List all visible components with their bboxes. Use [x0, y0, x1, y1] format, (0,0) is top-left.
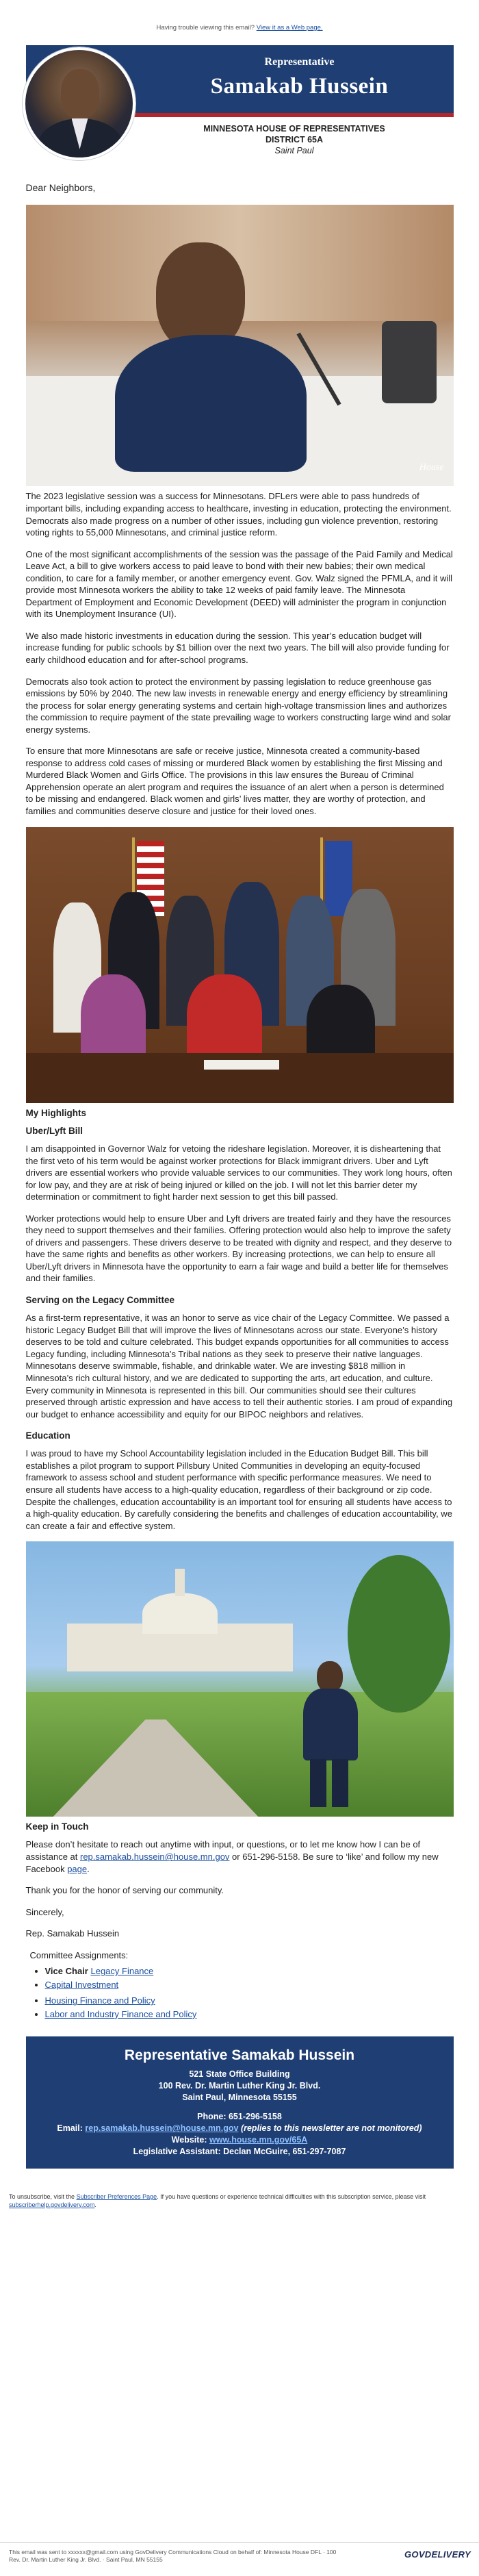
view-as-web-page-link[interactable]: View it as a Web page.: [256, 24, 323, 31]
footer-phone-label: Phone:: [197, 2112, 226, 2122]
legal-text-3: .: [94, 2201, 96, 2208]
education-heading: Education: [25, 1430, 70, 1441]
keep-text-mid: or 651-296-5158. Be sure to ‘like’ and follow my new Facebook: [25, 1851, 439, 1874]
footer-assistant-label: Legislative Assistant:: [133, 2147, 221, 2157]
rep-email-link[interactable]: rep.samakab.hussein@house.mn.gov: [80, 1851, 230, 1862]
footer-name: Representative Samakab Hussein: [124, 2047, 355, 2064]
committee-list-1: [30, 1965, 454, 1991]
header-banner: [26, 45, 454, 113]
footer-address-2: Saint Paul, Minnesota 55155: [182, 2092, 297, 2102]
highlights-heading: My Highlights: [25, 1107, 86, 1118]
photo3-tree: [348, 1555, 450, 1713]
legal-text: [9, 2193, 470, 2209]
signature: Rep. Samakab Hussein: [25, 1928, 120, 1939]
footer-assistant-line: [33, 2146, 447, 2158]
uber-paragraph-1: I am disappointed in Governor Walz for vetoing the rideshare legislation. Moreover, it is disheartening that the first veto of his term would be against worker protections for Black immigrant drivers. Uber and Lyft drivers are essential workers who provide valuable services to our communities. They work long hours, often for low pay, and they are at risk of being injured or killed on the job. I will not let this barrier deter my determination or commitment to fight harder next session to get this bill passed.: [25, 1144, 452, 1202]
committee-item: [45, 1995, 454, 2007]
photo2-seated-person-2: [187, 974, 262, 1063]
committee-item: [45, 2008, 454, 2021]
uber-lyft-heading: Uber/Lyft Bill: [25, 1125, 83, 1136]
keep-in-touch-paragraph: [26, 1839, 454, 1875]
committee-link-housing[interactable]: Housing Finance and Policy: [44, 1995, 155, 2006]
footer-website-label: Website:: [171, 2135, 207, 2145]
header-name: Samakab Hussein: [210, 73, 389, 99]
footer-phone: 651-296-5158: [228, 2112, 282, 2122]
footer-office: 521 State Office Building: [189, 2069, 290, 2079]
photo1-suit: [115, 335, 307, 472]
photo-rep-at-hearing: [26, 205, 454, 486]
photo-bill-signing-group: [26, 827, 454, 1103]
preheader: [0, 0, 479, 45]
committees-label: Committee Assignments:: [29, 1949, 129, 1960]
photo3-rep-leg-right: [332, 1759, 348, 1807]
header-role: Representative: [264, 55, 335, 68]
legacy-paragraph: As a first-term representative, it was an honor to serve as vice chair of the Legacy Committee. We passed a historic Legacy Budget Bill that will improve the lives of Minnesotans across our state. Everyone’s history deserves to be told and culture celebrated. This budget expands opportunities for all communities to access Legacy funding, including Minnesota’s Tribal nations as they seek to preserve their native languages. Minnesotans deserve swimmable, fishable, and drinkable water. We are investing $818 million in Minnesota’s rich cultural history, and we are dedicated to supporting the arts, art education, and culture. Every community in Minnesota is represented in this bill. Our communities should see their cultures preserved through artistic expression and have access to tell their authentic stories. I am proud of expanding our budget to enhance accessibility and equity for our BIPOC neighbors and relatives.: [25, 1313, 453, 1419]
photo3-rep-jacket: [303, 1689, 358, 1760]
photo3-capitol-lantern: [175, 1569, 185, 1596]
preheader-text: Having trouble viewing this email?: [156, 24, 255, 31]
legacy-heading: Serving on the Legacy Committee: [25, 1295, 175, 1306]
intro-paragraph-2: One of the most significant accomplishments of the session was the passage of the Paid Family and Medical Leave Act, a bill to give workers access to paid leave to bond with their new babies; their own medical condition, to care for a family member, or another emergency event. Gov. Walz signed the PFMLA, and it will provide most Minnesota workers the ability to take 12 weeks of paid family leave. The Minnesota Department of Employment and Economic Development (DEED) will administer the program in conjunction with its Unemployment Insurance (UI).: [25, 548, 453, 620]
education-paragraph: I was proud to have my School Accountability legislation included in the Education Budget Bill. This bill establishes a pilot program to support Pillsbury United Communities in developing an equity-focused framework to assess school and student performance with specific performance measures. We need to ensure all students have access to a high-quality education, regardless of their background or zip code. Despite the challenges, education accountability is an important tool for ensuring all students have access to a high-quality education. By carefully considering the benefits and challenges of education accountability, we can create a fair and effective system.: [25, 1448, 452, 1531]
footer-email-link[interactable]: rep.samakab.hussein@house.mn.gov: [85, 2123, 239, 2134]
photo2-document: [204, 1060, 279, 1070]
photo1-watermark: House: [419, 462, 444, 472]
representative-portrait: [23, 47, 135, 160]
intro-paragraph-3: We also made historic investments in education during the session. This year’s education budget will increase funding for public schools by $1 billion over the next two years. The bill will also provide funding for early childhood education and for after-school programs.: [25, 630, 450, 666]
govdelivery-logo: GOVDELIVERY: [404, 2549, 471, 2560]
intro-paragraph-5: To ensure that more Minnesotans are safe or receive justice, Minnesota created a community-based response to address cold cases of missing or murdered Black women by establishing the first Missing and Murdered Black Women and Girls Office. The provisions in this law ensures the Bureau of Criminal Apprehension operate an alert program and requires the issuance of an alert when a person is determined to be missing and endangered. Black women and girls’ lives matter, they are worthy of protection, and families and communities deserve closure and justice for their loved ones.: [25, 746, 444, 817]
signoff: Sincerely,: [25, 1906, 64, 1917]
keep-in-touch-heading: Keep in Touch: [25, 1821, 89, 1832]
committee-list-2: [30, 1995, 454, 2020]
footer-assistant: Declan McGuire, 651-297-7087: [223, 2147, 346, 2157]
committee-assignments: [30, 1949, 454, 2021]
subscriber-help-link[interactable]: subscriberhelp.govdelivery.com: [9, 2201, 95, 2208]
uber-paragraph-2: Worker protections would help to ensure Uber and Lyft drivers are treated fairly and they have the resources they need to support themselves and their families. Offering protection would also help to improve the safety of drivers and passengers. These drivers deserve to be treated with dignity and respect, and they deserve to have the same rights and benefits as other workers. By increasing protections, we can help to ensure all Uber/Lyft drivers in Minnesota have the opportunity to earn a fair wage and build a better life for themselves and their families.: [25, 1213, 452, 1284]
committee-item: [45, 1979, 454, 1991]
committee-role: Vice Chair: [44, 1966, 88, 1977]
greeting: Dear Neighbors,: [25, 181, 96, 193]
footer-email-label: Email:: [57, 2123, 83, 2134]
sender-line-2: Rev. Dr. Martin Luther King Jr. Blvd. · Saint Paul, MN 55155: [9, 2556, 163, 2564]
portrait-face: [61, 69, 99, 118]
sender-line-1: This email was sent to xxxxxx@gmail.com using GovDelivery Communications Cloud on behalf of: Minnesota House DFL · 100: [9, 2549, 337, 2555]
org-name: MINNESOTA HOUSE OF REPRESENTATIVES: [203, 123, 385, 134]
subscriber-preferences-link[interactable]: Subscriber Preferences Page: [76, 2193, 157, 2200]
photo1-chair: [382, 321, 437, 403]
footer-email-note: (replies to this newsletter are not monitored): [240, 2123, 422, 2134]
keep-text-before: Please don’t hesitate to reach out anytime with input, or questions, or to let me know how I can be of assistance at: [25, 1839, 421, 1862]
footer-email-line: [33, 2123, 447, 2134]
footer-website-line: [33, 2134, 447, 2146]
contact-footer: [26, 2036, 454, 2168]
photo-rep-at-capitol: [26, 1541, 454, 1817]
photo3-capitol-dome: [142, 1593, 218, 1634]
facebook-page-link[interactable]: page: [67, 1863, 88, 1874]
footer-spacer: [33, 2103, 447, 2111]
footer-phone-line: [33, 2111, 447, 2123]
committee-link-legacy-finance[interactable]: Legacy Finance: [90, 1966, 154, 1977]
district-name: DISTRICT 65A: [265, 135, 324, 145]
intro-paragraph-4: Democrats also took action to protect the environment by passing legislation to reduce greenhouse gas emissions by 50% by 2040. The new law invests in renewable energy and energy efficiency by streamlining the process for solar energy generating systems and certain high-voltage transmission lines and authorizes the commission to require payment of the state prevailing wage to workers constructing large wind and solar energy systems.: [25, 676, 451, 735]
legal-text-1: To unsubscribe, visit the: [9, 2193, 77, 2200]
committee-link-labor[interactable]: Labor and Industry Finance and Policy: [44, 2008, 197, 2019]
legal-text-2: . If you have questions or experience technical difficulties with this subscription service, please visit: [157, 2193, 426, 2200]
intro-paragraph-1: The 2023 legislative session was a success for Minnesotans. DFLers were able to pass hundreds of important bills, including expanding access to healthcare, investing in education, protecting the environment. Democrats also made progress on a number of other issues, including gun violence prevention, restoring voting rights to 55,000 Minnesotans, and criminal justice reform.: [25, 491, 452, 538]
committee-item: [45, 1965, 454, 1978]
photo3-rep-leg-left: [310, 1759, 326, 1807]
footer-address-1: 100 Rev. Dr. Martin Luther King Jr. Blvd.: [158, 2080, 321, 2091]
photo2-seated-person-1: [81, 974, 146, 1063]
footer-website-link[interactable]: www.house.mn.gov/65A: [209, 2135, 308, 2145]
email-body: [26, 45, 454, 2169]
committee-link-capital-investment[interactable]: Capital Investment: [44, 1979, 119, 1990]
thanks-line: Thank you for the honor of serving our community.: [25, 1885, 224, 1896]
city-name: Saint Paul: [274, 146, 314, 156]
keep-text-end: .: [87, 1863, 90, 1874]
